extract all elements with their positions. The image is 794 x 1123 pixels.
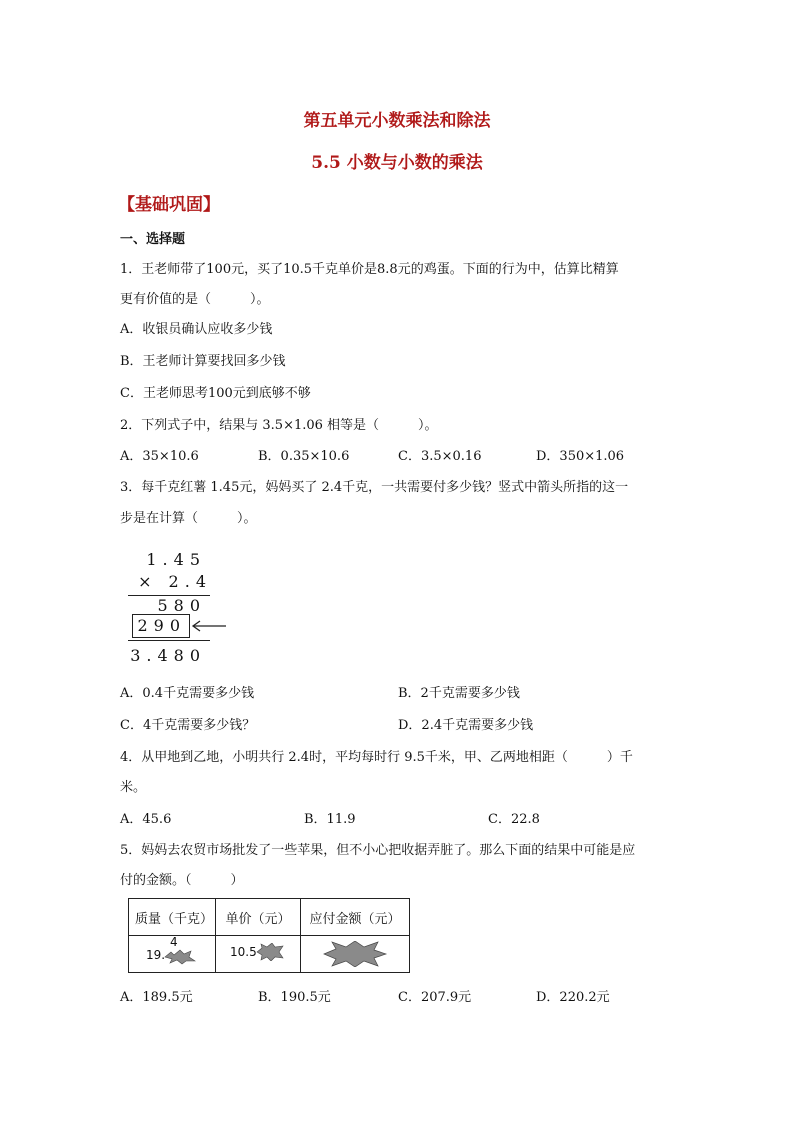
weight-partial-digit: 4 (170, 935, 178, 949)
part-heading: 一、选择题 (120, 232, 186, 247)
arrow-left-icon (188, 618, 228, 634)
question-4-text: 4．从甲地到乙地，小明共行 2.4时，平均每时行 9.5千米，甲、乙两地相距（ ）千 (120, 750, 633, 765)
question-3-option-a[interactable]: A．0.4千克需要多少钱 (120, 686, 255, 701)
table-header-amount: 应付金额（元） (301, 899, 410, 936)
calc-multiplicand: 1.45 (146, 550, 206, 569)
question-5-option-b[interactable]: B．190.5元 (258, 990, 331, 1005)
question-5-text-cont: 付的金额。（ ） (120, 873, 244, 888)
question-3-option-b[interactable]: B．2千克需要多少钱 (398, 686, 520, 701)
question-4-text-cont: 米。 (120, 780, 147, 795)
question-2-option-d[interactable]: D．350×1.06 (536, 449, 625, 464)
stain-icon (322, 941, 388, 967)
question-2-text: 2．下列式子中，结果与 3.5×1.06 相等是（ ）。 (120, 418, 438, 433)
unit-price-visible-digits: 10.5 (230, 945, 257, 959)
question-3-option-c[interactable]: C．4千克需要多少钱？ (120, 718, 256, 733)
calc-line-bottom (128, 640, 210, 641)
question-1-option-c[interactable]: C．王老师思考100元到底够不够 (120, 386, 311, 401)
question-2-option-c[interactable]: C．3.5×0.16 (398, 449, 482, 464)
question-1-text-cont: 更有价值的是（ ）。 (120, 292, 270, 307)
question-5-option-c[interactable]: C．207.9元 (398, 990, 472, 1005)
question-4-option-c[interactable]: C．22.8 (488, 812, 540, 827)
question-3-text-cont: 步是在计算（ ）。 (120, 511, 257, 526)
table-cell-weight (129, 936, 216, 973)
question-1-text: 1．王老师带了100元，买了10.5千克单价是8.8元的鸡蛋。下面的行为中，估算比精算 (120, 262, 619, 277)
vertical-multiplication (124, 546, 234, 671)
lesson-title: 5.5 小数与小数的乘法 (311, 153, 483, 173)
stain-icon (164, 949, 196, 965)
question-2-option-b[interactable]: B．0.35×10.6 (258, 449, 350, 464)
question-4-option-a[interactable]: A．45.6 (120, 812, 172, 827)
question-3-text: 3．每千克红薯 1.45元，妈妈买了 2.4千克，一共需要付多少钱？竖式中箭头所指的这一 (120, 480, 629, 495)
question-3-option-d[interactable]: D．2.4千克需要多少钱 (398, 718, 534, 733)
question-2-option-a[interactable]: A．35×10.6 (120, 449, 199, 464)
calc-multiplier: × 2.4 (138, 572, 212, 591)
section-heading: 【基础巩固】 (118, 195, 220, 215)
calc-result: 3.480 (130, 646, 206, 665)
question-5-text: 5．妈妈去农贸市场批发了一些苹果，但不小心把收据弄脏了。那么下面的结果中可能是应 (120, 843, 636, 858)
receipt-table (128, 898, 410, 973)
weight-visible-digits: 19. (146, 948, 166, 962)
question-4-option-b[interactable]: B．11.9 (304, 812, 356, 827)
table-header-unit-price: 单价（元） (216, 899, 301, 936)
calc-partial-product-2: 290 (137, 616, 186, 635)
question-1-option-a[interactable]: A．收银员确认应收多少钱 (120, 322, 273, 337)
question-1-option-b[interactable]: B．王老师计算要找回多少钱 (120, 354, 286, 369)
question-5-option-d[interactable]: D．220.2元 (536, 990, 610, 1005)
calc-partial-product-1: 580 (157, 596, 206, 615)
table-cell-unit-price (216, 936, 301, 973)
table-cell-amount (301, 936, 410, 973)
question-5-option-a[interactable]: A．189.5元 (120, 990, 193, 1005)
table-header-weight: 质量（千克） (129, 899, 216, 936)
stain-icon (256, 943, 284, 961)
unit-title: 第五单元小数乘法和除法 (303, 111, 491, 131)
